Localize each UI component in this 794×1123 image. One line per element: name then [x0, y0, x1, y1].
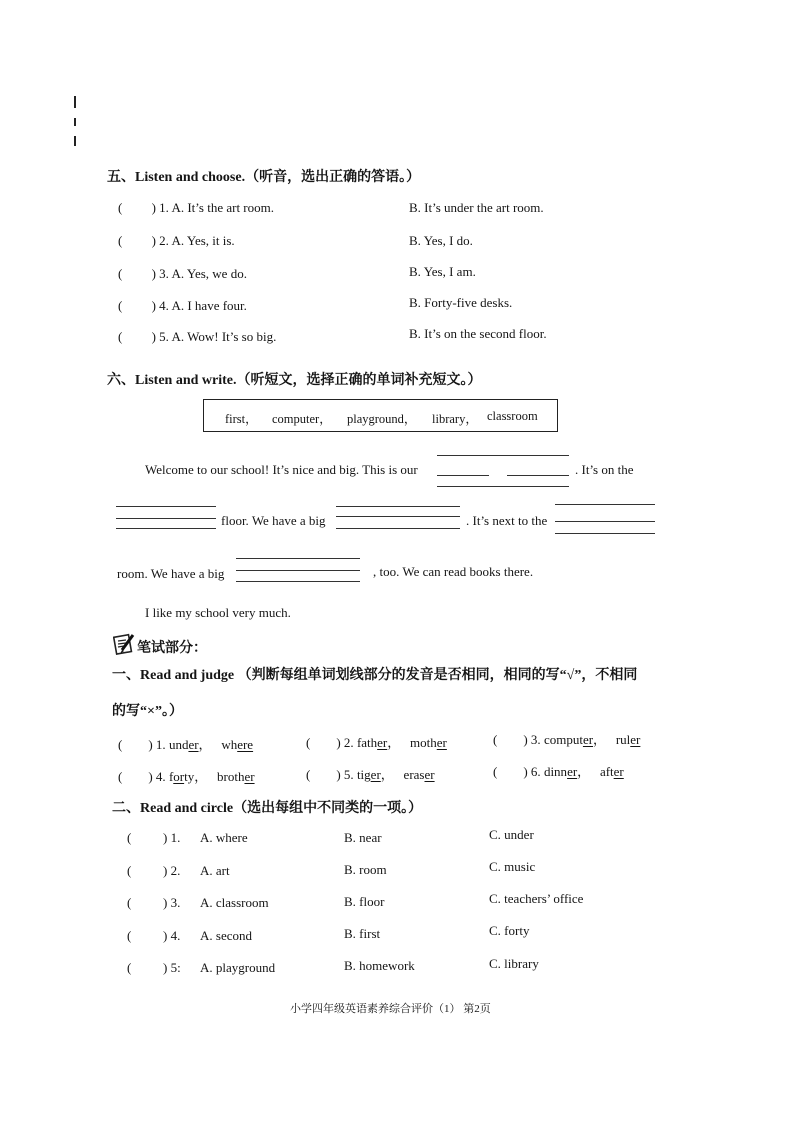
- list-item: [118, 298, 247, 314]
- answer-blank[interactable]: (: [306, 767, 337, 782]
- option-c: C. library: [489, 956, 539, 971]
- option-c: C. teachers’ office: [489, 891, 584, 906]
- pencil-paper-icon: [113, 633, 135, 655]
- question-number: ) 1.: [163, 830, 181, 845]
- option-a: A. playground: [200, 960, 276, 975]
- word: brother: [217, 769, 255, 784]
- word: under，: [168, 737, 212, 752]
- answer-blank[interactable]: (: [493, 732, 524, 747]
- answer-blank[interactable]: (: [127, 830, 158, 845]
- passage-line: Welcome to our school! It’s nice and big. This is our: [145, 462, 418, 477]
- passage-line: . It’s next to the: [466, 513, 548, 528]
- margin-mark: [74, 136, 76, 146]
- question-number: 3.: [159, 266, 169, 281]
- answer-blank[interactable]: ( ): [118, 266, 156, 281]
- answer-blank[interactable]: (: [127, 895, 158, 910]
- question-number: ) 3.: [163, 895, 181, 910]
- passage-line: I like my school very much.: [145, 605, 291, 620]
- answer-blank[interactable]: ( ): [118, 329, 156, 344]
- word-bank-item: library，: [432, 412, 478, 426]
- word-bank-item: playground，: [347, 412, 417, 426]
- passage-line: . It’s on the: [575, 462, 634, 477]
- word: computer，: [543, 732, 607, 747]
- margin-mark: [74, 96, 76, 108]
- list-item: [118, 329, 276, 345]
- option-a: A. classroom: [200, 895, 269, 910]
- word: tiger，: [356, 767, 394, 782]
- option-a: A. where: [200, 830, 248, 845]
- question-number: ) 4.: [163, 928, 181, 943]
- option-a: A. Wow! It’s so big.: [171, 329, 277, 344]
- option-b: B. homework: [344, 958, 415, 973]
- option-a: A. Yes, it is.: [171, 233, 235, 248]
- written-part-label: 笔试部分：: [137, 641, 207, 656]
- answer-blank[interactable]: ( ): [118, 200, 156, 215]
- option-a: A. Yes, we do.: [171, 266, 247, 281]
- section2-title: 二、Read and circle（选出每组中不同类的一项。）: [112, 801, 423, 816]
- list-item: [118, 766, 255, 785]
- option-b: B. floor: [344, 894, 385, 909]
- option-b: B. It’s under the art room.: [409, 200, 544, 215]
- question-number: 5.: [159, 329, 169, 344]
- option-a: A. art: [200, 863, 230, 878]
- option-b: B. first: [344, 926, 381, 941]
- answer-blank[interactable]: ( ): [118, 233, 156, 248]
- answer-blank[interactable]: (: [306, 735, 337, 750]
- answer-blank[interactable]: ( ): [118, 298, 156, 313]
- answer-blank[interactable]: (: [127, 928, 158, 943]
- word-bank-item: computer，: [272, 412, 332, 426]
- word: dinner，: [543, 764, 591, 779]
- option-a: A. second: [200, 928, 252, 943]
- option-c: C. music: [489, 859, 536, 874]
- option-b: B. Yes, I am.: [409, 264, 476, 279]
- word: after: [599, 764, 624, 779]
- option-c: C. under: [489, 827, 534, 842]
- section5-title: 五、Listen and choose.（听音，选出正确的答语。）: [107, 170, 421, 185]
- answer-blank[interactable]: (: [127, 863, 158, 878]
- word: forty，: [168, 769, 208, 784]
- option-a: A. It’s the art room.: [171, 200, 275, 215]
- question-number: ) 5:: [163, 960, 181, 975]
- list-item: [493, 729, 640, 748]
- list-item: [118, 734, 253, 753]
- option-c: C. forty: [489, 923, 530, 938]
- word: ruler: [615, 732, 641, 747]
- word-bank-item: first，: [225, 412, 258, 426]
- option-b: B. Yes, I do.: [409, 233, 473, 248]
- answer-blank[interactable]: (: [118, 769, 149, 784]
- question-number: ) 1.: [148, 737, 166, 752]
- word: eraser: [403, 767, 435, 782]
- question-number: ) 3.: [523, 732, 541, 747]
- list-item: [118, 200, 274, 216]
- passage-line: , too. We can read books there.: [373, 564, 534, 579]
- option-b: B. room: [344, 862, 387, 877]
- option-b: B. It’s on the second floor.: [409, 326, 547, 341]
- list-item: [118, 266, 247, 282]
- question-number: ) 2.: [163, 863, 181, 878]
- answer-blank[interactable]: (: [127, 960, 158, 975]
- passage-line: room. We have a big: [117, 566, 225, 581]
- word: mother: [410, 735, 447, 750]
- answer-blank[interactable]: (: [493, 764, 524, 779]
- section1-title-cont: 的写“×”。）: [112, 704, 183, 719]
- margin-mark: [74, 118, 76, 126]
- page-footer: 小学四年级英语素养综合评价（1） 第2页: [290, 1003, 491, 1015]
- word: where: [221, 737, 254, 752]
- list-item: [306, 732, 447, 751]
- option-a: A. I have four.: [171, 298, 247, 313]
- question-number: 1.: [159, 200, 169, 215]
- question-number: ) 6.: [523, 764, 541, 779]
- question-number: ) 5.: [336, 767, 354, 782]
- question-number: ) 2.: [336, 735, 354, 750]
- word: father，: [356, 735, 401, 750]
- section1-title: 一、Read and judge （判断每组单词划线部分的发音是否相同，相同的写“√”，不相同: [112, 668, 638, 683]
- question-number: ) 4.: [148, 769, 166, 784]
- question-number: 4.: [159, 298, 169, 313]
- list-item: [493, 761, 624, 780]
- answer-blank[interactable]: (: [118, 737, 149, 752]
- word-bank-item: classroom: [487, 409, 538, 423]
- question-number: 2.: [159, 233, 169, 248]
- list-item: [306, 764, 435, 783]
- option-b: B. Forty-five desks.: [409, 295, 513, 310]
- section6-title: 六、Listen and write.（听短文，选择正确的单词补充短文。）: [107, 373, 482, 388]
- word-bank: [203, 399, 558, 432]
- passage-line: floor. We have a big: [221, 513, 326, 528]
- list-item: [118, 233, 235, 249]
- option-b: B. near: [344, 830, 382, 845]
